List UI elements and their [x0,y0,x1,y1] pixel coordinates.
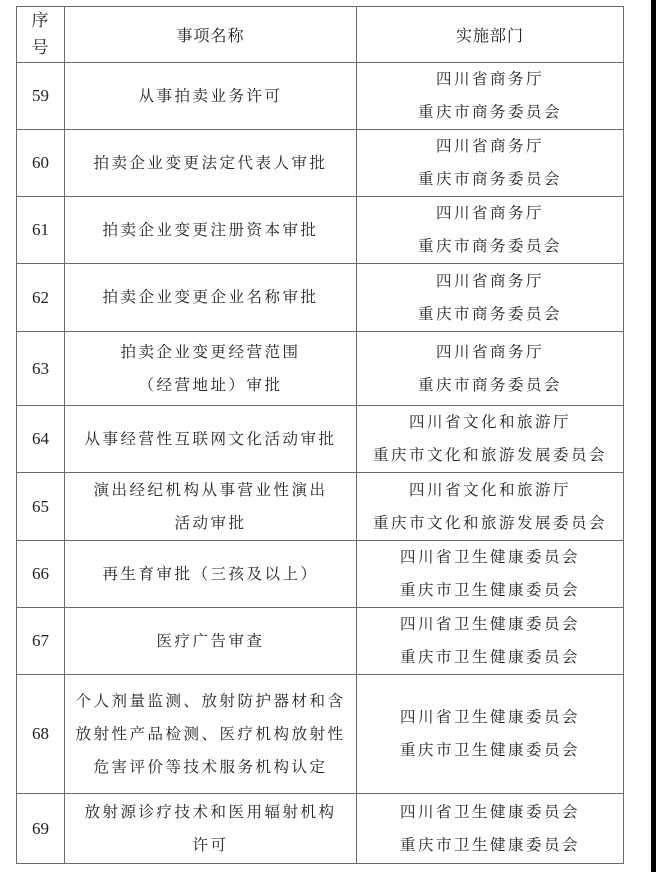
department-cell [357,608,624,675]
item-name-cell [65,406,357,473]
sichuan-department: 四川省商务厅 [435,271,544,290]
table-row [17,608,624,675]
item-name-line: 再生育审批（三孩及以上） [102,564,319,583]
department-cell [357,406,624,473]
chongqing-department: 重庆市商务委员会 [417,375,562,394]
table-row [17,541,624,608]
approval-items-table [16,6,624,864]
department-cell [357,794,624,864]
chongqing-department: 重庆市文化和旅游发展委员会 [372,513,607,532]
department-cell [357,473,624,541]
row-index: 63 [17,332,65,406]
table-row [17,63,624,130]
header-row [17,7,624,63]
table-row [17,264,624,332]
sichuan-department: 四川省文化和旅游厅 [408,480,571,499]
department-cell [357,264,624,332]
chongqing-department: 重庆市卫生健康委员会 [399,741,580,759]
sichuan-department: 四川省卫生健康委员会 [399,548,580,566]
item-name-cell [65,608,357,675]
row-index: 67 [17,608,65,675]
item-name-line: 个人剂量监测、放射防护器材和含 [75,691,346,710]
item-name-cell [65,675,357,794]
table-body [17,63,624,864]
chongqing-department: 重庆市商务委员会 [417,237,562,255]
sichuan-department: 四川省文化和旅游厅 [408,413,571,431]
item-name-line: 许可 [192,835,229,854]
chongqing-department: 重庆市卫生健康委员会 [399,648,580,666]
table-row [17,473,624,541]
item-name-line: 拍卖企业变更企业名称审批 [102,288,319,306]
header-department: 实施部门 [357,7,624,63]
row-index: 60 [17,130,65,197]
item-name-cell [65,130,357,197]
row-index: 61 [17,197,65,264]
sichuan-department: 四川省卫生健康委员会 [399,708,580,726]
item-name-cell [65,63,357,130]
item-name-line: 拍卖企业变更注册资本审批 [102,220,319,239]
item-name-cell [65,541,357,608]
item-name-line: 拍卖企业变更经营范围 [120,342,301,361]
item-name-line: （经营地址）审批 [138,375,283,394]
row-index: 59 [17,63,65,130]
table-row [17,675,624,794]
row-index: 69 [17,794,65,864]
header-item-name: 事项名称 [65,7,357,63]
header-index-line1: 序 [31,10,50,31]
department-cell [357,63,624,130]
table-row [17,130,624,197]
sichuan-department: 四川省商务厅 [435,70,544,88]
row-index: 65 [17,473,65,541]
chongqing-department: 重庆市卫生健康委员会 [399,581,580,599]
item-name-cell [65,197,357,264]
item-name-line: 从事经营性互联网文化活动审批 [84,429,337,448]
header-index-line2: 号 [31,37,50,58]
chongqing-department: 重庆市商务委员会 [417,304,562,323]
department-cell [357,541,624,608]
item-name-line: 医疗广告审查 [156,631,265,650]
department-cell [357,130,624,197]
item-name-cell [65,794,357,864]
sichuan-department: 四川省商务厅 [435,204,544,222]
department-cell [357,675,624,794]
item-name-line: 演出经纪机构从事营业性演出 [93,480,328,499]
item-name-cell [65,473,357,541]
table-row [17,794,624,864]
item-name-line: 放射源诊疗技术和医用辐射机构 [84,802,337,821]
table-header [17,7,624,63]
sichuan-department: 四川省商务厅 [435,342,544,361]
row-index: 68 [17,675,65,794]
table-row [17,197,624,264]
item-name-line: 活动审批 [174,513,247,532]
header-index [17,7,65,63]
chongqing-department: 重庆市商务委员会 [417,170,562,188]
item-name-line: 放射性产品检测、医疗机构放射性 [75,724,346,743]
right-edge-strip [651,0,656,872]
sichuan-department: 四川省卫生健康委员会 [399,615,580,633]
row-index: 62 [17,264,65,332]
chongqing-department: 重庆市卫生健康委员会 [399,835,580,854]
chongqing-department: 重庆市文化和旅游发展委员会 [372,446,607,464]
chongqing-department: 重庆市商务委员会 [417,103,562,121]
sichuan-department: 四川省商务厅 [435,137,544,155]
item-name-line: 拍卖企业变更法定代表人审批 [93,153,328,172]
row-index: 66 [17,541,65,608]
table-row [17,332,624,406]
department-cell [357,332,624,406]
item-name-cell [65,264,357,332]
item-name-line: 危害评价等技术服务机构认定 [93,757,328,776]
item-name-line: 从事拍卖业务许可 [138,86,283,105]
sichuan-department: 四川省卫生健康委员会 [399,802,580,821]
department-cell [357,197,624,264]
table-row [17,406,624,473]
item-name-cell [65,332,357,406]
row-index: 64 [17,406,65,473]
